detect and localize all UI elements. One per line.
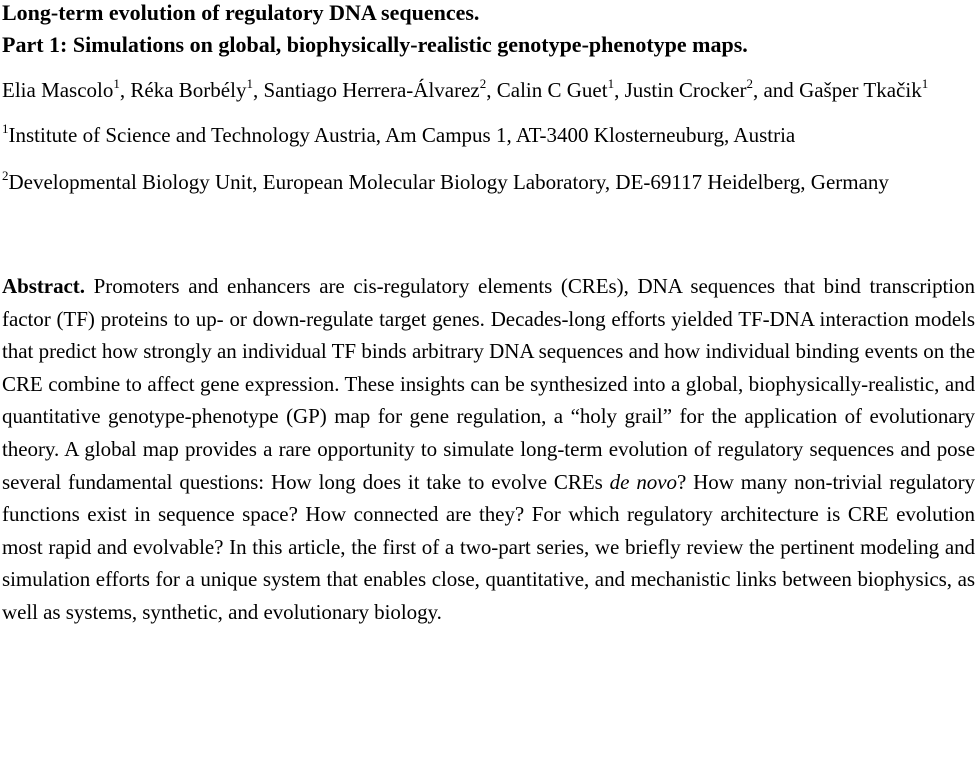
abstract-italic-term: de novo	[609, 469, 677, 494]
author-name: Réka Borbély	[130, 78, 247, 102]
affiliation-number: 2	[2, 168, 9, 183]
author-separator: ,	[119, 78, 131, 102]
author-affiliation-marker: 1	[607, 76, 615, 91]
author-affiliation-marker: 2	[746, 76, 753, 91]
author-affiliation-marker: 1	[921, 76, 929, 91]
author-list	[2, 75, 975, 106]
author-separator: ,	[614, 78, 625, 102]
abstract-paragraph	[2, 270, 975, 629]
abstract-text-continued: ? How many non-trivial regulatory functions exist in sequence space? How connected are they? For which regulatory architecture is CRE evolution most rapid and evolvable? In this article, the first of a two-part series, we briefly review the pertinent modeling and simulation efforts for a unique system that enables close, quantitative, and mechanistic links between biophysics, as well as systems, synthetic, and evolutionary biology.	[2, 469, 975, 624]
author-name: Calin C Guet	[496, 78, 608, 102]
author-affiliation-marker: 1	[113, 76, 120, 91]
author-affiliation-marker: 2	[479, 76, 487, 91]
author-name: Santiago Herrera-Álvarez	[263, 78, 480, 102]
author-separator: ,	[486, 78, 497, 102]
author-affiliation-marker: 1	[246, 76, 253, 91]
author-name: Elia Mascolo	[2, 78, 114, 102]
affiliation-2	[2, 167, 975, 198]
affiliation-number: 1	[2, 121, 9, 136]
affiliation-1	[2, 120, 975, 151]
author-separator: , and	[752, 78, 800, 102]
paper-title-line-1: Long-term evolution of regulatory DNA sequences.	[2, 0, 480, 25]
affiliation-text: Institute of Science and Technology Austria, Am Campus 1, AT-3400 Klosterneuburg, Austria	[8, 123, 796, 147]
abstract-text: Promoters and enhancers are cis-regulatory elements (CREs), DNA sequences that bind transcription factor (TF) proteins to up- or down-regulate target genes. Decades-long efforts yielded TF-DNA interaction models that predict how strongly an individual TF binds arbitrary DNA sequences and how individual binding events on the CRE combine to affect gene expression. These insights can be synthesized into a global, biophysically-realistic, and quantitative genotype-phenotype (GP) map for gene regulation, a “holy grail” for the application of evolutionary theory. A global map provides a rare opportunity to simulate long-term evolution of regulatory sequences and pose several fundamental questions: How long does it take to evolve CREs	[2, 274, 975, 494]
paper-page	[2, 0, 975, 629]
abstract-label: Abstract.	[2, 274, 85, 298]
author-name: Gašper Tkačik	[799, 78, 922, 102]
paper-title-line-2: Part 1: Simulations on global, biophysically-realistic genotype-phenotype maps.	[2, 32, 748, 57]
author-name: Justin Crocker	[624, 78, 747, 102]
affiliation-text: Developmental Biology Unit, European Molecular Biology Laboratory, DE-69117 Heidelberg, Germany	[8, 170, 889, 194]
author-separator: ,	[252, 78, 264, 102]
